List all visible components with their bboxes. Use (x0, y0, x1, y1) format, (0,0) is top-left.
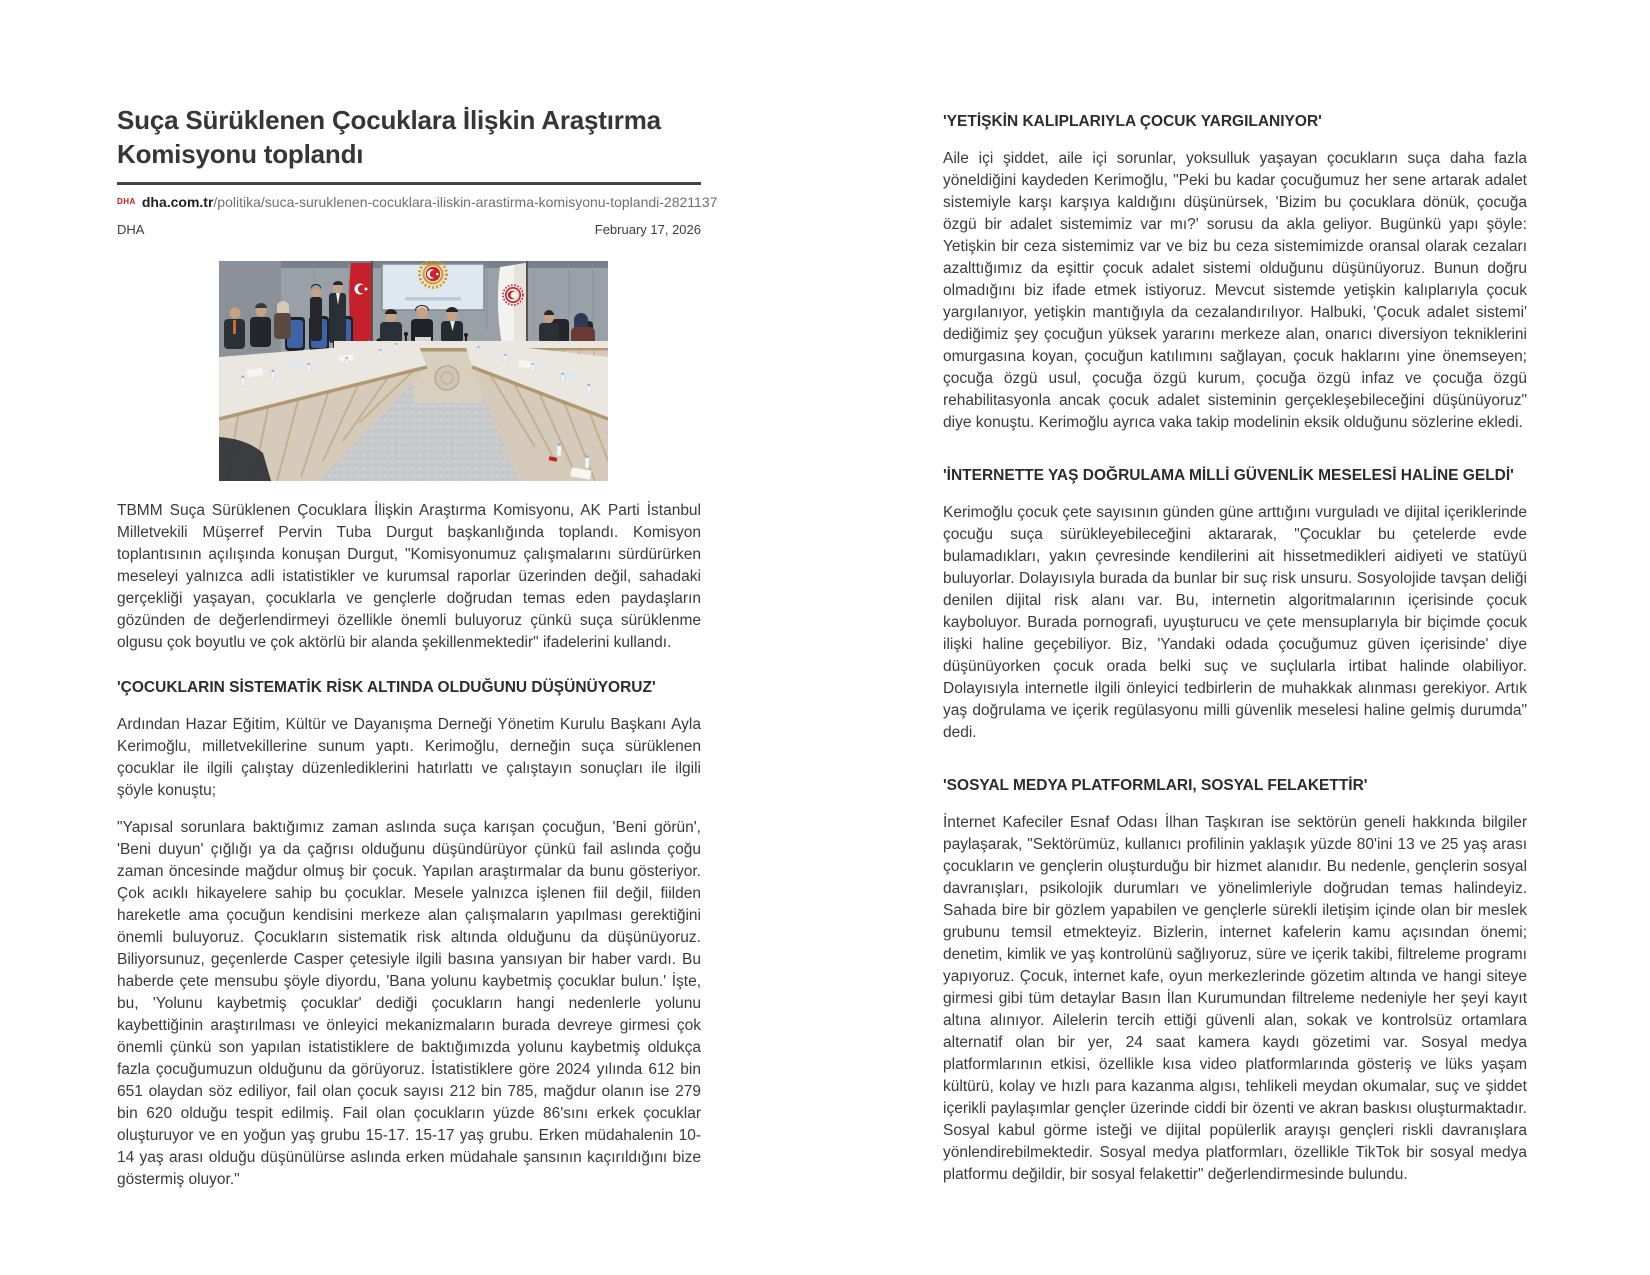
paragraph: Aile içi şiddet, aile içi sorunlar, yoksulluk yaşayan çocukların suça daha fazla yöneldiğini kaydeden Kerimoğlu, "Peki bu kadar çocuğumuz her sene artarak adalet sistemiyle karşı karşıya kaldığını düşünürsek, 'Bizim bu çocuklara dönük, çocuğa özgü bir adalet sistemimiz var mı?' sorusu da akla geliyor. Bugünkü yapı şöyle: Yetişkin bir ceza sistemimiz var ve biz bu ceza sistemimizde oransal olarak cezaları azalttığımız da eşittir çocuk adalet sistemi olduğunu düşünüyoruz. Bunun doğru olmadığını biz ifade etmek istiyoruz. Mevcut sistemde yetişkin kalıplarıyla çocuk yargılanıyor, yetişkin mantığıyla da cezalandırılıyor. Halbuki, 'Çocuk adalet sistemi' dediğimiz şey çocuğun yüksek yararını merkeze alan, onarıcı diversiyon tekniklerini omurgasına koyan, çocuğun katılımını sağlayan, çocuk haklarını yine önemseyen; çocuğa özgü usul, çocuğa özgü kurum, çocuğa özgü infaz ve çocuğa özgü rehabilitasyonla ancak çocuk adalet sisteminin gerçekleşebileceğini düşünüyoruz" diye konuştu. Kerimoğlu ayrıca vaka takip modelinin eksik olduğunu sözlerine ekledi. (943, 150, 1527, 431)
page-title: Suça Sürüklenen Çocuklara İlişkin Araştırma Komisyonu toplandı (117, 105, 661, 169)
section-heading-social-media: 'SOSYAL MEDYA PLATFORMLARI, SOSYAL FELAKETTİR' (943, 777, 1368, 794)
byline-row (117, 222, 701, 237)
paragraph: İnternet Kafeciler Esnaf Odası İlhan Taşkıran ise sektörün geneli hakkında bilgiler paylaşarak, "Sektörümüz, kullanıcı profilinin yaklaşık yüzde 80'ini 13 ve 25 yaş arası çocukların ve gençlerin oluşturduğu bir hizmet alanıdır. Bu nedenle, gençlerin sosyal davranışları, psikolojik durumları ve yönelimleriyle doğrudan temas halindeyiz. Sahada bire bir gözlem yapabilen ve gençlerle sürekli iletişim içinde olan bir meslek grubunu temsil etmekteyiz. Bizlerin, internet kafelerin kamu açısından önemi; denetim, kimlik ve yaş kontrolünü sağlıyoruz, süre ve içerik takibi, filtreleme programı yapıyoruz. Çocuk, internet kafe, oyun merkezlerinde gözetim altında ve hangi siteye girmesi gibi tüm detaylar Basın İlan Kurumundan filtreleme nedeniyle her şeyi kayıt altına alınıyor. Ailelerin tercih ettiği güvenli alan, sokak ve kontrolsüz ortamlara alternatif olan bir yer, 24 saat kamera kaydı gözetimi var. Sosyal medya platformlarının etkisi, özellikle kısa video platformlarında gösteriş ve lüks yaşam kültürü, kolay ve hızlı para kazanma algısı, tehlikeli meydan okumalar, suç ve şiddet içerikli paylaşımlar gençler üzerinde ciddi bir özenti ve akran baskısı oluşturmaktadır. Sosyal kabul görme isteği ve dijital popülerlik arayışı gençleri riskli davranışlara yönlendirebilmektedir. Sosyal medya platformları, özellikle TikTok bir sosyal medya platformu değildir, bir sosyal felakettir" değerlendirmesinde bulundu. (943, 814, 1527, 1183)
source-domain: dha.com.tr (141, 194, 214, 210)
paragraph: "Yapısal sorunlara baktığımız zaman aslında suça karışan çocuğun, 'Beni görün', 'Beni duyun' çığlığı ya da çağrısı olduğunu düşündürüyor çünkü fail aslında çoğu zaman öncesinde mağdur olmuş bir çocuk. Yapılan araştırmalar da bunu gösteriyor. Çok acıklı hikayelere sahip bu çocuklar. Mesele yalnızca işlenen fiil değil, fiilden hareketle ama çocuğun kendisini merkeze alan çalışmaların yapılması gerektiğini önemli buluyoruz. Çocukların sistematik risk altında olduğunu da düşünüyoruz. Biliyorsunuz, geçenlerde Casper çetesiyle ilgili basına yansıyan bir haber vardı. Bu haberde çete mensubu şöyle diyordu, 'Bana yolunu kaybetmiş çocuklar bulun.' İşte, bu, 'Yolunu kaybetmiş çocuklar' dediği çocukların hangi nedenlerle yolunu kaybettiğinin araştırılması ve önleyici mekanizmaların burada devreye girmesi çok önemli çünkü son yapılan istatistiklere de baktığımızda yolunu kaybetmiş oldukça fazla çocuğumuzun olduğunu da görüyoruz. İstatistiklere göre 2024 yılında 612 bin 651 olaydan söz ediliyor, fail olan çocuk sayısı 212 bin 785, mağdur olanın ise 279 bin 620 olduğu tespit edilmiş. Fail olan çocukların yüzde 86'sını erkek çocuklar oluşturuyor ve en yoğun yaş grubu 15-17. 15-17 yaş grubu. Erken müdahalenin 10-14 yaş arası olduğu düşünülürse aslında erken müdahale şansının kaçırıldığını bize göstermiş oluyor." (117, 819, 701, 1188)
title-divider (117, 182, 701, 185)
article-right-column (943, 103, 1527, 1186)
intro-paragraph: TBMM Suça Sürüklenen Çocuklara İlişkin Araştırma Komisyonu, AK Parti İstanbul Milletvekili Müşerref Pervin Tuba Durgut başkanlığında toplandı. Komisyon toplantısının açılışında konuşan Durgut, "Komisyonumuz çalışmalarını sürdürürken meseleyi yalnızca adli istatistikler ve kurumsal raporlar üzerinden değil, sahadaki gerçekliği yaşayan, çocuklarla ve gençlerle doğrudan temas eden paydaşların gözünden de değerlendirmeyi özellikle önemli buluyoruz çünkü suça sürüklenme olgusu çok boyutlu ve çok aktörlü bir alanda şekillenmektedir" ifadelerini kullandı. (117, 502, 701, 651)
article-left-column (117, 103, 718, 1191)
section-heading-adult-molds: 'YETİŞKİN KALIPLARIYLA ÇOCUK YARGILANIYOR' (943, 113, 1322, 130)
paragraph: Ardından Hazar Eğitim, Kültür ve Dayanışma Derneği Yönetim Kurulu Başkanı Ayla Kerimoğlu, milletvekillerine sunum yaptı. Kerimoğlu, derneğin suça sürüklenen çocuklar ile ilgili çalıştay düzenlediklerini hatırlattı ve çalıştayın sonuçları ile ilgili şöyle konuştu; (117, 716, 701, 799)
article-date: February 17, 2026 (594, 222, 701, 237)
article-photo (219, 261, 608, 481)
section-heading-systematic-risk: 'ÇOCUKLARIN SİSTEMATİK RİSK ALTINDA OLDUĞUNU DÜŞÜNÜYORUZ' (117, 679, 656, 696)
source-path: /politika/suca-suruklenen-cocuklara-iliskin-arastirma-komisyonu-toplandi-2821137 (213, 194, 718, 210)
dha-favicon-icon: DHA (117, 197, 136, 206)
paragraph: Kerimoğlu çocuk çete sayısının günden güne arttığını vurguladı ve dijital içeriklerinde çocuğu suça sürükleyebileceğini aktararak, "Çocuklar bu çetelerde evde bulamadıkları, yakın çevresinde kendilerini ait hissetmedikleri aidiyeti ve statüyü buluyorlar. Dolayısıyla burada da bunlar bir suç risk unsuru. Sosyolojide tavşan deliği denilen dijital risk alanı var. Bu, internetin algoritmalarının içerisinde çocuk kayboluyor. Burada pornografi, uyuşturucu ve çete mensuplarıyla bir biçimde çocuk ilişki haline geçebiliyor. Biz, 'Yandaki odada çocuğumuz güven içerisinde' diye düşünüyorken çocuk orada belki suç ve suçlularla irtibat halinde olabiliyor. Dolayısıyla internetle ilgili önleyici tedbirlerin de muhakkak alınması gerekiyor. Artık yaş doğrulama ve içerik regülasyonu milli güvenlik meselesi haline gelmiş durumda" dedi. (943, 504, 1527, 741)
byline: DHA (117, 222, 145, 237)
source-url (142, 194, 718, 210)
source-link[interactable] (117, 194, 718, 210)
section-heading-age-verification: 'İNTERNETTE YAŞ DOĞRULAMA MİLLİ GÜVENLİK MESELESİ HALİNE GELDİ' (943, 467, 1514, 484)
